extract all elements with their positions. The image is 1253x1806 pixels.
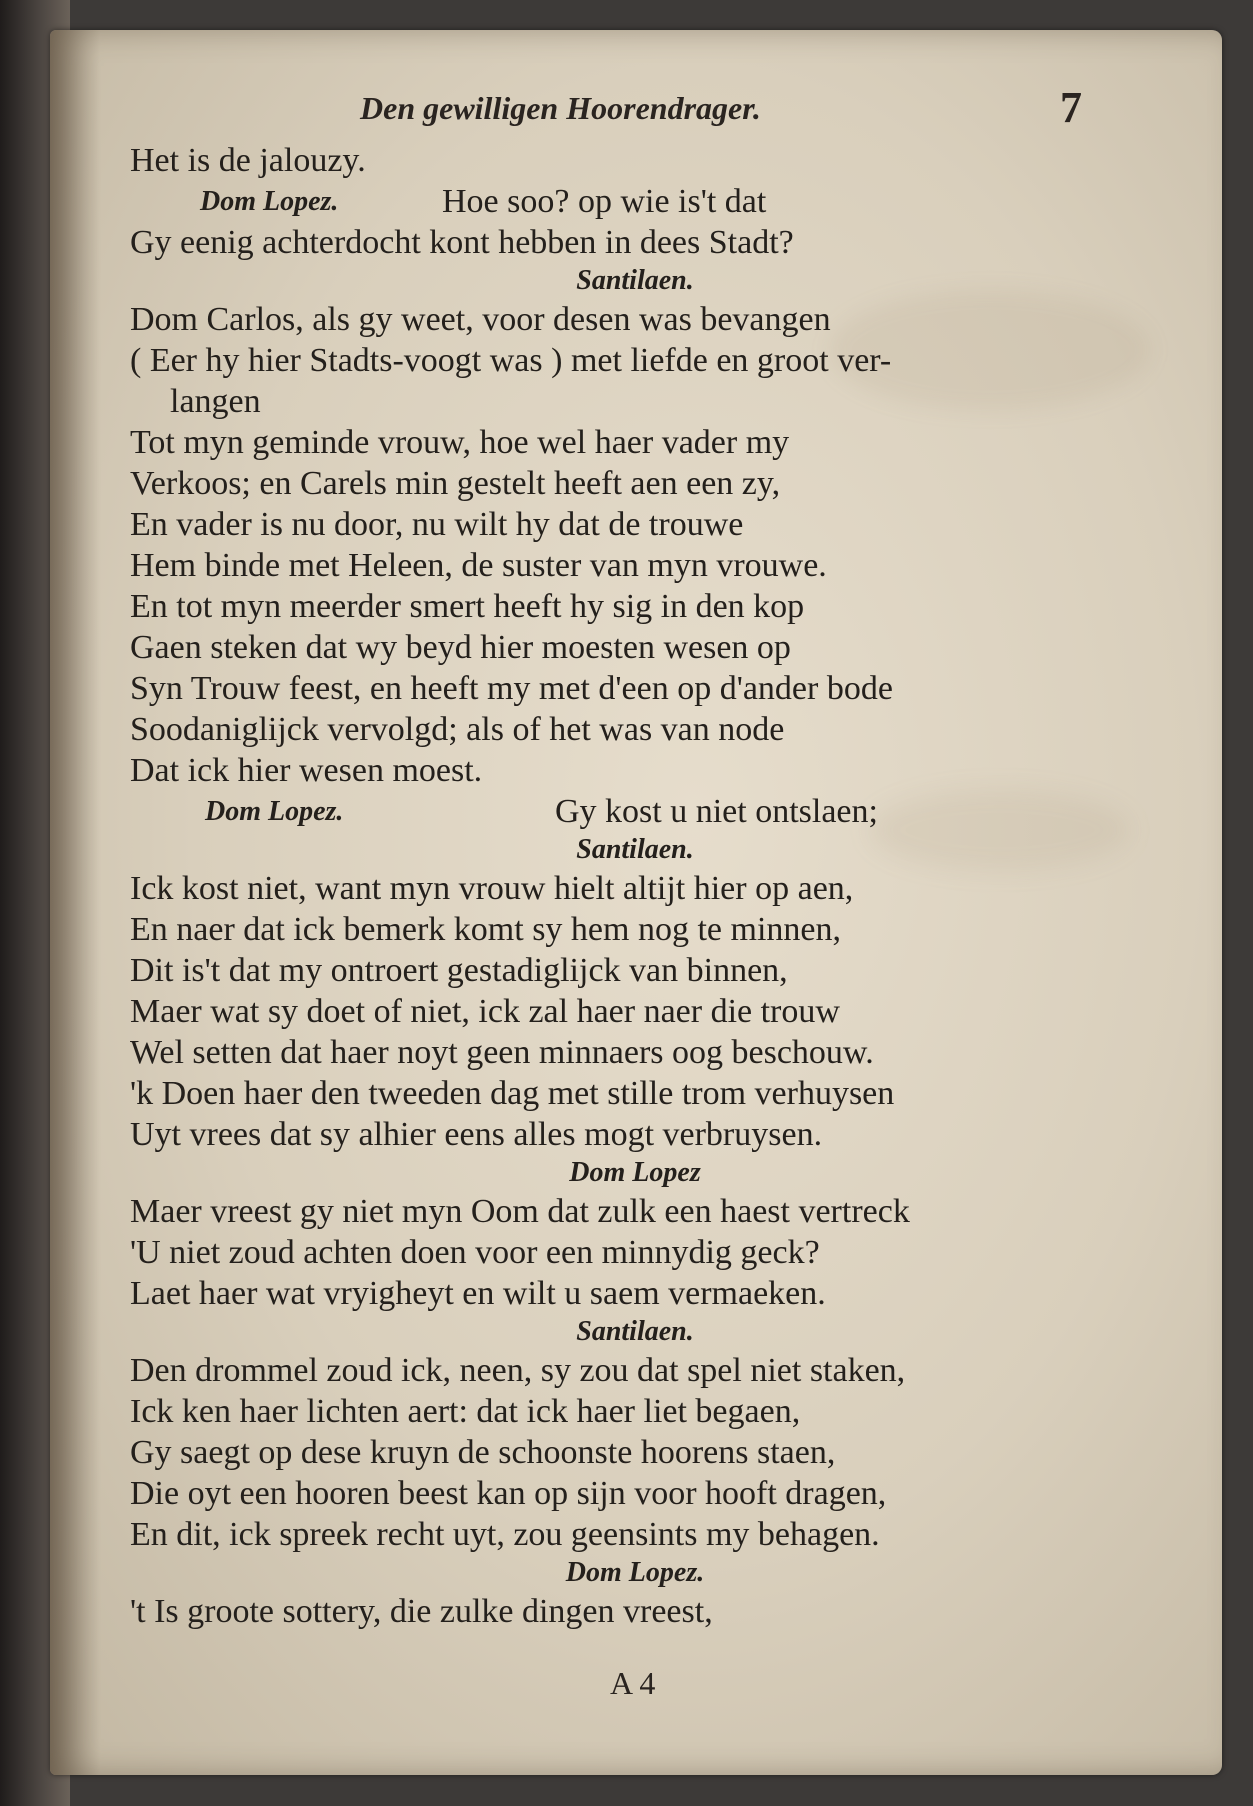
verse-line: 'U niet zoud achten doen voor een minnydig geck? — [130, 1234, 820, 1271]
verse-line: En vader is nu door, nu wilt hy dat de trouwe — [130, 506, 744, 543]
verse-line: Uyt vrees dat sy alhier eens alles mogt verbruysen. — [130, 1116, 823, 1153]
verse-line: Gy saegt op dese kruyn de schoonste hoorens staen, — [130, 1434, 836, 1471]
book-page — [50, 30, 1222, 1775]
speaker-heading: Santilaen. — [576, 834, 694, 865]
verse-line: Laet haer wat vryigheyt en wilt u saem vermaeken. — [130, 1275, 826, 1312]
verse-line: Hem binde met Heleen, de suster van myn vrouwe. — [130, 547, 827, 584]
page-number: 7 — [1060, 83, 1082, 132]
verse-line: 't Is groote sottery, die zulke dingen vreest, — [130, 1593, 713, 1630]
speaker-heading: Dom Lopez — [569, 1157, 701, 1188]
verse-line: Den drommel zoud ick, neen, sy zou dat spel niet staken, — [130, 1352, 906, 1389]
verse-line: En naer dat ick bemerk komt sy hem nog te minnen, — [130, 911, 841, 948]
verse-line: langen — [170, 383, 261, 420]
verse-line: Maer vreest gy niet myn Oom dat zulk een haest vertreck — [130, 1193, 910, 1230]
verse-line: Gy eenig achterdocht kont hebben in dees Stadt? — [130, 224, 794, 261]
verse-line: Soodaniglijck vervolgd; als of het was van node — [130, 711, 785, 748]
verse-line: Gaen steken dat wy beyd hier moesten wesen op — [130, 629, 791, 666]
speaker-line — [130, 791, 1140, 832]
speaker-line — [130, 181, 1140, 222]
verse-line: Wel setten dat haer noyt geen minnaers oog beschouw. — [130, 1034, 874, 1071]
verse-line: En tot myn meerder smert heeft hy sig in den kop — [130, 588, 805, 625]
verse-line: Ick ken haer lichten aert: dat ick haer liet begaen, — [130, 1393, 801, 1430]
speaker-name: Dom Lopez. — [200, 186, 339, 217]
speaker-name: Dom Lopez. — [205, 796, 344, 827]
page-gutter-shadow — [50, 30, 100, 1775]
verse-line: Syn Trouw feest, en heeft my met d'een op d'ander bode — [130, 670, 893, 707]
verse-line: 'k Doen haer den tweeden dag met stille trom verhuysen — [130, 1075, 895, 1112]
verse-line: ( Eer hy hier Stadts-voogt was ) met liefde en groot ver- — [130, 342, 892, 379]
play-text — [130, 140, 1140, 1632]
verse-line: Dom Carlos, als gy weet, voor desen was bevangen — [130, 301, 831, 338]
verse-line: Verkoos; en Carels min gestelt heeft aen een zy, — [130, 465, 781, 502]
speaker-heading: Santilaen. — [576, 265, 694, 296]
verse-line: Dit is't dat my ontroert gestadiglijck van binnen, — [130, 952, 788, 989]
verse-line: Die oyt een hooren beest kan op sijn voor hooft dragen, — [130, 1475, 887, 1512]
verse-line: Dat ick hier wesen moest. — [130, 752, 483, 789]
signature-mark: A 4 — [610, 1665, 656, 1701]
speaker-heading: Dom Lopez. — [565, 1557, 705, 1588]
verse-line: En dit, ick spreek recht uyt, zou geensints my behagen. — [130, 1516, 880, 1553]
speaker-heading: Santilaen. — [576, 1316, 694, 1347]
verse-line: Tot myn geminde vrouw, hoe wel haer vader my — [130, 424, 790, 461]
verse-line: Maer wat sy doet of niet, ick zal haer naer die trouw — [130, 993, 840, 1030]
verse-line: Hoe soo? op wie is't dat — [442, 183, 767, 220]
running-title: Den gewilligen Hoorendrager. — [360, 90, 761, 126]
verse-line: Gy kost u niet ontslaen; — [555, 793, 878, 830]
verse-line: Ick kost niet, want myn vrouw hielt altijt hier op aen, — [130, 870, 854, 907]
verse-line: Het is de jalouzy. — [130, 142, 366, 179]
